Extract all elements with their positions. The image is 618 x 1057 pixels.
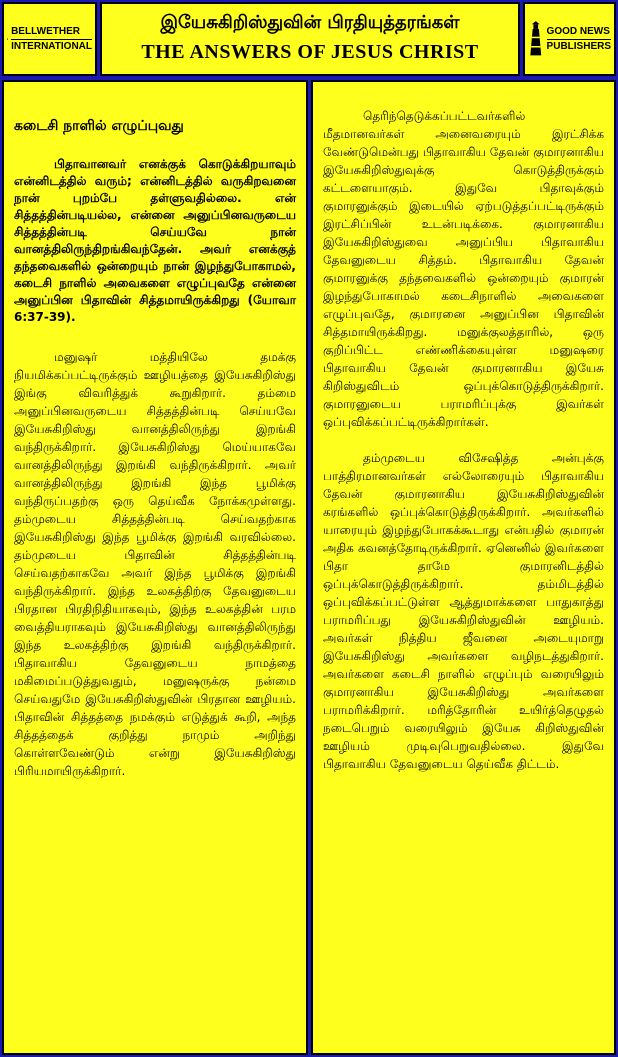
right-column: [311, 80, 616, 1055]
right-paragraph-1: தெரிந்தெடுக்கப்பட்டவர்களில் மீதமானவர்கள் அனைவரையும் இரட்சிக்க வேண்டுமென்பது பிதாவாகிய தேவன் குமாரனாகிய இயேசுகிறிஸ்துவுக்கு கொடுத்திருக்கும் கட்டளையாகும். இதுவே பிதாவுக்கும் குமாரனுக்கும் இடையில் ஏற்படுத்தப்பட்டிருக்கும் இரட்சிப்பின் உடன்படிக்கை. குமாரனாகிய இயேசுகிறிஸ்துவை அனுப்பிய பிதாவாகிய தேவனுடைய சித்தம். பிதாவாகிய தேவன் குமாரனுக்கு தந்தவைகளில் ஒன்றையும் குமாரன் இழந்துபோகாமல் கடைசிநாளில் அவைகளை எழுப்புவதே, குமாரனை அனுப்பின பிதாவின் சித்தமாயிருக்கிறது. மனுக்குலத்தாரில், ஒரு குறிப்பிட்ட எண்ணிக்கையுள்ள மனுஷரை பிதாவாகிய தேவன் குமாரனாகிய இயேசு கிறிஸ்துவிடம் ஒப்புக்கொடுத்திருக்கிறார். குமாரனுடைய பராமரிப்புக்கு இவர்கள் ஒப்புவிக்கப்பட்டிருக்கிறார்கள்.: [323, 109, 604, 429]
left-logo-line2: INTERNATIONAL: [11, 40, 92, 52]
good-news-logo: [523, 2, 616, 76]
page-title-tamil: இயேசுகிறிஸ்துவின் பிரதியுத்தரங்கள்: [160, 12, 460, 33]
page-title-english: THE ANSWERS OF JESUS CHRIST: [141, 41, 479, 63]
right-paragraph-2: தம்முடைய விசேஷித்த அன்புக்கு பாத்திரமானவர்கள் எல்லோரையும் பிதாவாகிய தேவன் குமாரனாகிய இயேசுகிறிஸ்துவின் கரங்களில் ஒப்புக்கொடுத்திருக்கிறார். அவர்களில் யாரையும் இழந்துபோகக்கூடாது என்பதில் குமாரன் அதிக கவனத்தோடிருக்கிறார். ஏனெனில் இவர்களை பிதா தாமே குமாரனிடத்தில் ஒப்புக்கொடுத்திருக்கிறார். தம்மிடத்தில் ஒப்புவிக்கப்பட்டுள்ள ஆத்துமாக்களை பாதுகாத்து பராமரிப்பது இயேசுகிறிஸ்துவின் ஊழியம். அவர்கள் நித்திய ஜீவனை அடையுமாறு இயேசுகிறிஸ்து அவர்களை வழிநடத்துகிறார். அவர்களை கடைசி நாளில் எழுப்பும் வரையிலும் குமாரனாகிய இயேசுகிறிஸ்து அவர்களை பராமரிக்கிறார். மரித்தோரின் உயிர்த்தெழுதல் நடைபெறும் வரையிலும் இயேசு கிறிஸ்துவின் ஊழியம் முடிவுபெறுவதில்லை. இதுவே பிதாவாகிய தேவனுடைய தெய்வீக திட்டம்.: [323, 451, 604, 771]
page-header: [100, 2, 520, 76]
lighthouse-icon: [7, 16, 8, 62]
left-column: [2, 80, 308, 1055]
left-logo-line1: BELLWETHER: [11, 25, 92, 40]
right-logo-line1: GOOD NEWS: [547, 25, 611, 40]
scripture-quote: பிதாவானவர் எனக்குக் கொடுக்கிறயாவும் என்னிடத்தில் வரும்; என்னிடத்தில் வருகிறவனை நான் புறம்பே தள்ளுவதில்லை. என் சித்தத்தின்படியல்ல, என்னை அனுப்பினவருடைய சித்தத்தின்படி செய்யவே நான் வானத்திலிருந்திறங்கிவந்தேன். அவர் எனக்குத் தந்தவைகளில் ஒன்றையும் நான் இழந்துபோகாமல், கடைசி நாளில் அவைகளை எழுப்புவதே என்னை அனுப்பின பிதாவின் சித்தமாயிருக்கிறது (யோவா 6:37-39).: [14, 157, 296, 324]
article-heading: கடைசி நாளில் எழுப்புவது: [14, 118, 184, 134]
bellwether-logo: [2, 2, 97, 76]
lighthouse-icon: [528, 16, 544, 62]
left-paragraph: மனுஷர் மத்தியிலே தமக்கு நியமிக்கப்பட்டிருக்கும் ஊழியத்தை இயேசுகிறிஸ்து இங்கு விவரித்துக் கூறுகிறார். தம்மை அனுப்பினவருடைய சித்தத்தின்படி செய்யவே இயேசுகிறிஸ்து வானத்திலிருந்து இறங்கி வந்திருக்கிறார். இயேசுகிறிஸ்து மெய்யாகவே வானத்திலிருந்து இறங்கி வந்திருக்கிறார். அவர் வானத்திலிருந்து இறங்கி இந்த பூமிக்கு வந்திருப்பதற்கு ஒரு தெய்வீக நோக்கமுள்ளது. தம்முடைய சித்தத்தின்படி செய்வதற்காக இயேசுகிறிஸ்து இந்த பூமிக்கு இறங்கி வரவில்லை. தம்முடைய பிதாவின் சித்தத்தின்படி செய்வதற்காகவே அவர் இந்த பூமிக்கு இறங்கி வந்திருக்கிறார். இந்த உலகத்திற்கு தேவனுடைய பிரதான பிரதிநிதியாகவும், இந்த உலகத்தின் பரம வைத்தியராகவும் இயேசுகிறிஸ்து வானத்திலிருந்து இந்த உலகத்திற்கு இறங்கி வந்திருக்கிறார். பிதாவாகிய தேவனுடைய நாமத்தை மகிமைப்படுத்துவதும், மனுஷருக்கு நன்மை செய்வதுமே இயேசுகிறிஸ்துவின் பிரதான ஊழியம். பிதாவின் சித்தத்தை நமக்கும் எடுத்துக் கூறி, அந்த சித்தத்தைக் குறித்து நாமும் அறிந்து கொள்ளவேண்டும் என்று இயேசுகிறிஸ்து பிரியமாயிருக்கிறார்.: [14, 350, 296, 778]
right-logo-line2: PUBLISHERS: [546, 40, 611, 52]
